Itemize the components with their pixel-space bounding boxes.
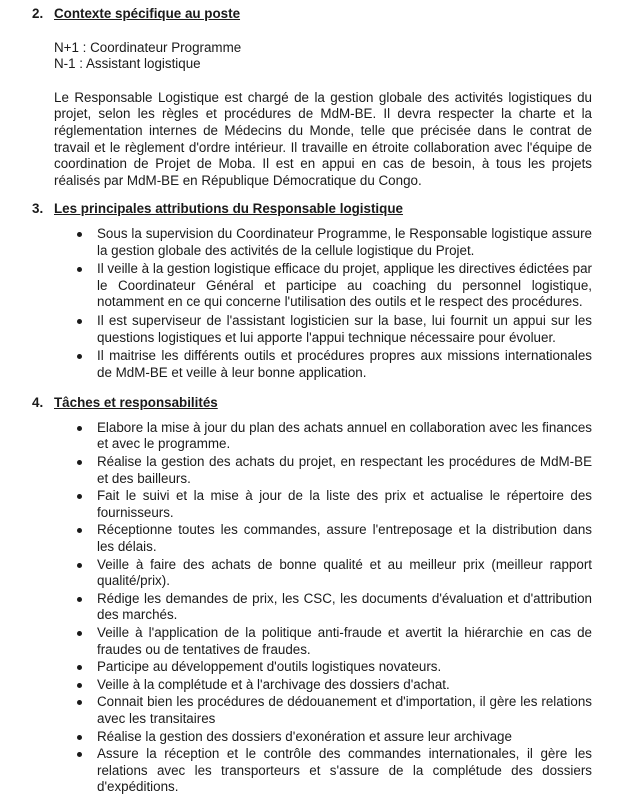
attributions-list bbox=[32, 226, 592, 381]
list-item bbox=[77, 488, 592, 521]
list-item-text: Sous la supervision du Coordinateur Programme, le Responsable logistique assure la gestion globale des activités de la cellule logistique du Projet. bbox=[97, 225, 592, 258]
n-plus-1-line: N+1 : Coordinateur Programme bbox=[54, 39, 242, 55]
list-item-text: Réceptionne toutes les commandes, assure l'entreposage et la distribution dans les délais. bbox=[97, 522, 592, 555]
list-item bbox=[77, 522, 592, 555]
list-item bbox=[77, 348, 592, 381]
list-item-text: Veille à faire des achats de bonne qualité et au meilleur prix (meilleur rapport qualité/prix). bbox=[97, 556, 592, 589]
list-item-text: Il maitrise les différents outils et procédures propres aux missions internationales de MdM-BE et veille à leur bonne application. bbox=[97, 348, 592, 380]
bullet-icon bbox=[77, 665, 82, 670]
section-2-number: 2. bbox=[32, 6, 44, 21]
list-item-text: Il veille à la gestion logistique efficace du projet, applique les directives édictées par le Coordinateur Général et participe au coaching du personnel logistique, notamment en ce qui concerne l'utilisation des outils et le respect des procédures. bbox=[97, 261, 592, 310]
section-2-heading bbox=[32, 6, 592, 23]
list-item bbox=[77, 313, 592, 346]
bullet-icon bbox=[77, 319, 82, 324]
list-item bbox=[77, 261, 592, 311]
bullet-icon bbox=[77, 460, 82, 465]
list-item bbox=[77, 694, 592, 727]
section-4-number: 4. bbox=[32, 395, 44, 411]
section-3-heading bbox=[32, 201, 592, 218]
bullet-icon bbox=[77, 267, 82, 272]
n-minus-1-line: N-1 : Assistant logistique bbox=[54, 56, 201, 72]
list-item bbox=[77, 420, 592, 453]
list-item-text: Participe au développement d'outils logistiques novateurs. bbox=[97, 659, 442, 675]
list-item-text: Réalise la gestion des dossiers d'exonération et assure leur archivage bbox=[97, 728, 512, 744]
list-item-text: Il est superviseur de l'assistant logisticien sur la base, lui fournit un appui sur les questions logistiques et lui apporte l'appui technique nécessaire pour évoluer. bbox=[97, 312, 592, 345]
context-paragraph: Le Responsable Logistique est chargé de la gestion globale des activités logistiques du projet, selon les règles et procédures de MdM-BE. Il devra respecter la charte et la réglementation internes de Médecins du Monde, telle que précisée dans le contrat de travail et le règlement d'ordre intérieur. Il travaille en étroite collaboration avec l'équipe de coordination de Projet de Moba. Il est en appui en cas de besoin, à tous les projets réalisés par MdM-BE en République Démocratique du Congo. bbox=[54, 89, 592, 188]
list-item bbox=[77, 557, 592, 590]
list-item-text: Fait le suivi et la mise à jour de la liste des prix et actualise le répertoire des fournisseurs. bbox=[97, 488, 592, 520]
list-item bbox=[77, 746, 592, 796]
list-item bbox=[77, 226, 592, 259]
list-item-text: Connait bien les procédures de dédouanement et d'importation, il gère les relations avec les transitaires bbox=[97, 694, 592, 726]
list-item-text: Veille à l'application de la politique anti-fraude et avertit la hiérarchie en cas de fraudes ou de tentatives de fraudes. bbox=[97, 625, 592, 657]
tasks-list bbox=[32, 420, 592, 796]
list-item-text: Elabore la mise à jour du plan des achats annuel en collaboration avec les finances et avec le programme. bbox=[97, 419, 592, 452]
bullet-icon bbox=[77, 735, 82, 740]
list-item-text: Assure la réception et le contrôle des commandes internationales, il gère les relations avec les transporteurs et s'assure de la complétude des dossiers d'expéditions. bbox=[97, 746, 592, 795]
section-4-heading bbox=[32, 395, 592, 412]
list-item-text: Rédige les demandes de prix, les CSC, les documents d'évaluation et d'attribution des marchés. bbox=[97, 590, 592, 623]
list-item-text: Réalise la gestion des achats du projet, en respectant les procédures de MdM-BE et des bailleurs. bbox=[97, 454, 592, 486]
list-item bbox=[77, 677, 592, 694]
reporting-lines bbox=[54, 40, 592, 73]
list-item-text: Veille à la complétude et à l'archivage des dossiers d'achat. bbox=[97, 676, 450, 692]
section-2-title: Contexte spécifique au poste bbox=[54, 6, 241, 21]
section-3-title: Les principales attributions du Responsable logistique bbox=[54, 201, 403, 217]
bullet-icon bbox=[77, 752, 82, 757]
bullet-icon bbox=[77, 494, 82, 499]
list-item bbox=[77, 625, 592, 658]
bullet-icon bbox=[77, 597, 82, 602]
bullet-icon bbox=[77, 700, 82, 705]
bullet-icon bbox=[77, 683, 82, 688]
bullet-icon bbox=[77, 354, 82, 359]
list-item bbox=[77, 659, 592, 676]
list-item bbox=[77, 591, 592, 624]
bullet-icon bbox=[77, 631, 82, 636]
list-item bbox=[77, 729, 592, 746]
list-item bbox=[77, 454, 592, 487]
bullet-icon bbox=[77, 426, 82, 431]
section-3-number: 3. bbox=[32, 201, 44, 217]
section-4-title: Tâches et responsabilités bbox=[54, 395, 218, 411]
bullet-icon bbox=[77, 563, 82, 568]
bullet-icon bbox=[77, 528, 82, 533]
bullet-icon bbox=[77, 232, 82, 237]
